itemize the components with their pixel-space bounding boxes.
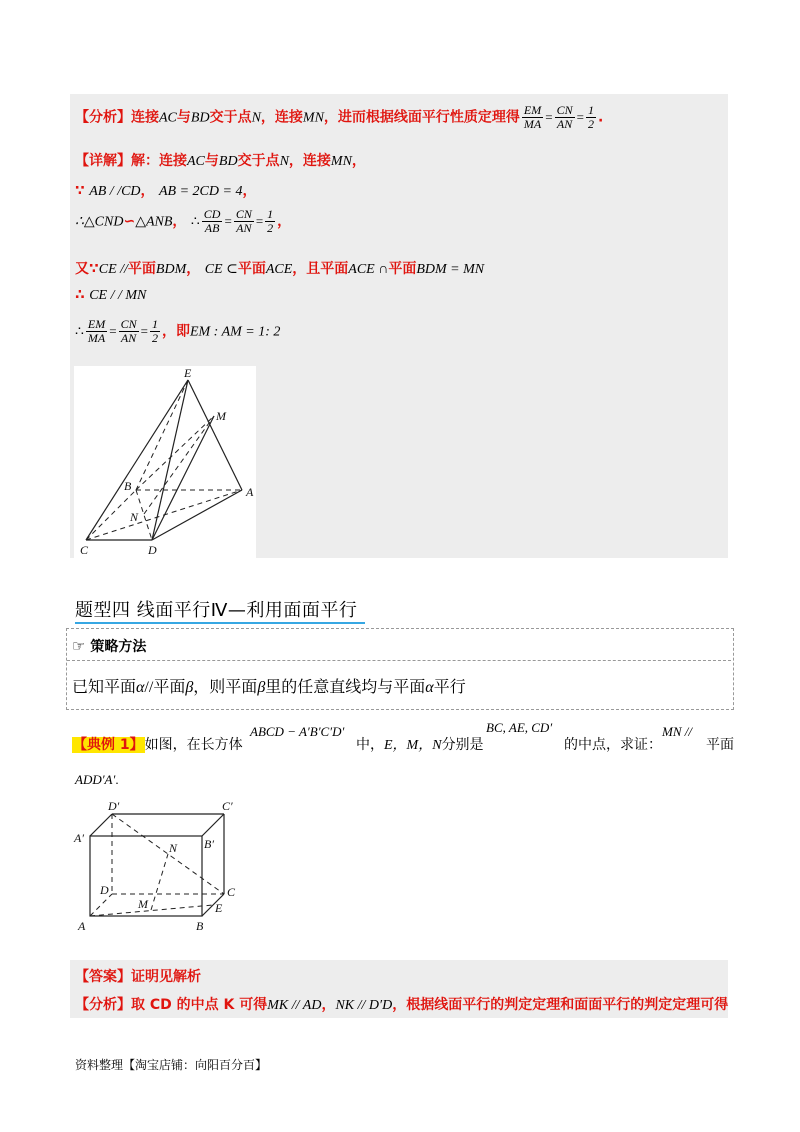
example-text: 中，E，M，N分别是 xyxy=(356,737,484,753)
fraction: $\frac{1}{2}$ xyxy=(267,207,274,235)
analysis-label: 【分析】 xyxy=(75,109,131,126)
detail-label: 【详解】 xyxy=(75,153,131,169)
detail-text: ， xyxy=(242,183,257,199)
example-text: 平面 xyxy=(706,737,734,753)
section-underline xyxy=(75,622,365,624)
fraction: $\frac{CN}{AN}$ xyxy=(120,317,137,345)
detail-text: 交于点 xyxy=(237,153,280,169)
detail-line-2 xyxy=(75,180,256,200)
detail-line-5 xyxy=(75,287,146,304)
analysis-line: 【分析】连接AC与BD交于点N，连接MN，进而根据线面平行性质定理得 $\frac{EM}{MA}$ = $\frac{CN}{AN}$ = $\frac{1}{2}$ . xyxy=(75,103,604,131)
math: BDM xyxy=(155,262,187,277)
label-M: M xyxy=(138,897,148,911)
strategy-text: 已知平面α//平面β，则平面β里的任意直线均与平面α平行 xyxy=(72,677,466,696)
detail-text: ， xyxy=(172,213,187,230)
fraction: $\frac{EM}{MA}$ xyxy=(87,317,106,345)
detail-text: ， xyxy=(351,153,366,169)
similar-symbol: ∽ xyxy=(123,213,136,230)
detail-text: 与 xyxy=(204,153,219,169)
analysis2-text: ， xyxy=(321,997,336,1013)
example-body-math: ABCD − A′B′C′D′ xyxy=(250,724,345,739)
figure-solid-1 xyxy=(74,366,256,558)
label-D1: D′ xyxy=(108,799,120,813)
detail-text: ， xyxy=(277,213,292,230)
example-text: 如图，在长方体 xyxy=(144,737,243,753)
math-n: N xyxy=(251,110,261,126)
analysis-text: 交于点 xyxy=(209,109,252,126)
analysis2-text: ，根据线面平行的判定定理和面面平行的判定定理可得 xyxy=(392,997,729,1013)
label-C: C xyxy=(227,885,236,899)
label-N: N xyxy=(130,510,139,524)
label-C: C xyxy=(80,543,89,557)
strategy-label: 策略方法 xyxy=(90,639,147,655)
therefore-symbol: ∴ xyxy=(75,324,84,340)
example-line-1 xyxy=(72,734,243,754)
example-mids-math: BC, AE, CD′ xyxy=(486,720,553,735)
fraction: $\frac{1}{2}$ xyxy=(151,317,158,345)
detail-text: ， xyxy=(140,183,155,199)
answer-label: 【答案】 xyxy=(75,969,131,985)
math: ACE xyxy=(265,262,293,277)
example-label: 【典例 1】 xyxy=(73,737,144,753)
math: CE ⊂ xyxy=(204,262,238,277)
detail-text: ，且平面 xyxy=(292,261,349,277)
math: BDM = MN xyxy=(416,262,485,277)
detail-text: ，即 xyxy=(161,323,190,340)
strategy-header xyxy=(72,636,146,656)
label-C1: C′ xyxy=(222,799,233,813)
math: MK // AD xyxy=(267,998,322,1013)
label-B1: B′ xyxy=(204,837,214,851)
label-D: D xyxy=(100,883,109,897)
math-mn: MN xyxy=(302,110,324,126)
label-B: B xyxy=(196,919,204,933)
fraction: $\frac{CN}{AN}$ xyxy=(235,207,252,235)
label-D: D xyxy=(148,543,157,557)
figure-1-svg xyxy=(74,366,256,558)
analysis-text: 连接 xyxy=(131,109,159,126)
math: ∴△CND xyxy=(75,214,124,230)
detail-line-1 xyxy=(75,150,366,170)
math: NK // D′D xyxy=(335,998,393,1013)
math: ACE ∩ xyxy=(348,262,389,277)
detail-line-3: ∴△CND∽△ANB， ∴ $\frac{CD}{AB}$ = $\frac{CN}{AN}$ = $\frac{1}{2}$ ， xyxy=(75,207,292,235)
math: EM : AM = 1: 2 xyxy=(189,324,281,340)
math: BD xyxy=(218,154,238,169)
detail-text: ， xyxy=(186,261,201,277)
math: AB / /CD xyxy=(89,184,141,199)
analysis-text: . xyxy=(597,109,604,126)
fraction: $\frac{CN}{AN}$ xyxy=(556,103,573,131)
label-B: B xyxy=(124,479,132,493)
example-plane-math: ADD′A′. xyxy=(75,772,119,787)
detail-text: 平面 xyxy=(127,261,156,277)
math-bd: BD xyxy=(190,110,210,126)
detail-text: 又∵ xyxy=(75,261,99,277)
math-ac: AC xyxy=(159,110,177,126)
label-A1: A′ xyxy=(74,831,84,845)
fraction: $\frac{1}{2}$ xyxy=(587,103,594,131)
therefore-symbol: ∴ xyxy=(190,214,200,230)
fraction: $\frac{CD}{AB}$ xyxy=(203,207,221,235)
detail-line-4 xyxy=(75,258,484,278)
detail-text: 平面 xyxy=(237,261,266,277)
strategy-divider xyxy=(67,660,731,661)
math: MN xyxy=(330,154,352,169)
analysis2-label: 【分析】 xyxy=(75,997,131,1013)
analysis2-text: 取 CD 的中点 K 可得 xyxy=(131,997,268,1013)
detail-line-6: ∴ $\frac{EM}{MA}$ = $\frac{CN}{AN}$ = $\frac{1}{2}$ ，即EM : AM = 1: 2 xyxy=(75,317,281,345)
figure-2-svg xyxy=(72,798,252,938)
detail-text: ，连接 xyxy=(288,153,331,169)
answer-text: 证明见解析 xyxy=(131,969,201,985)
math: AC xyxy=(187,154,205,169)
therefore-symbol: ∴ xyxy=(75,287,85,303)
analysis-text: 与 xyxy=(176,109,191,126)
label-M: M xyxy=(216,409,226,423)
math: AB = 2CD = 4 xyxy=(159,184,243,199)
section-title: 题型四 线面平行Ⅳ—利用面面平行 xyxy=(75,600,358,621)
example-text: 的中点，求证： xyxy=(564,737,662,753)
label-E: E xyxy=(184,366,192,380)
label-N: N xyxy=(169,841,178,855)
example-mn-math: MN // xyxy=(662,724,692,739)
detail-text: 平面 xyxy=(388,261,417,277)
footer-text: 资料整理【淘宝店铺：向阳百分百】 xyxy=(75,1058,268,1072)
analysis-text: ，进而根据线面平行性质定理得 xyxy=(323,109,520,126)
analysis2-line xyxy=(75,994,728,1014)
fraction: $\frac{EM}{MA}$ xyxy=(523,103,542,131)
answer-line xyxy=(75,966,201,986)
strategy-box xyxy=(66,628,734,710)
analysis-text: ，连接 xyxy=(260,109,303,126)
label-A: A xyxy=(246,485,254,499)
math: CE / / MN xyxy=(89,288,147,303)
figure-cuboid xyxy=(72,798,252,938)
label-E: E xyxy=(215,901,223,915)
because-symbol: ∵ xyxy=(75,183,85,199)
math: △ANB xyxy=(135,214,173,230)
label-A: A xyxy=(78,919,86,933)
hand-pointer-icon: ☞ xyxy=(72,637,86,655)
math: CE // xyxy=(98,262,128,277)
math: N xyxy=(279,154,289,169)
detail-text: 解：连接 xyxy=(131,153,187,169)
